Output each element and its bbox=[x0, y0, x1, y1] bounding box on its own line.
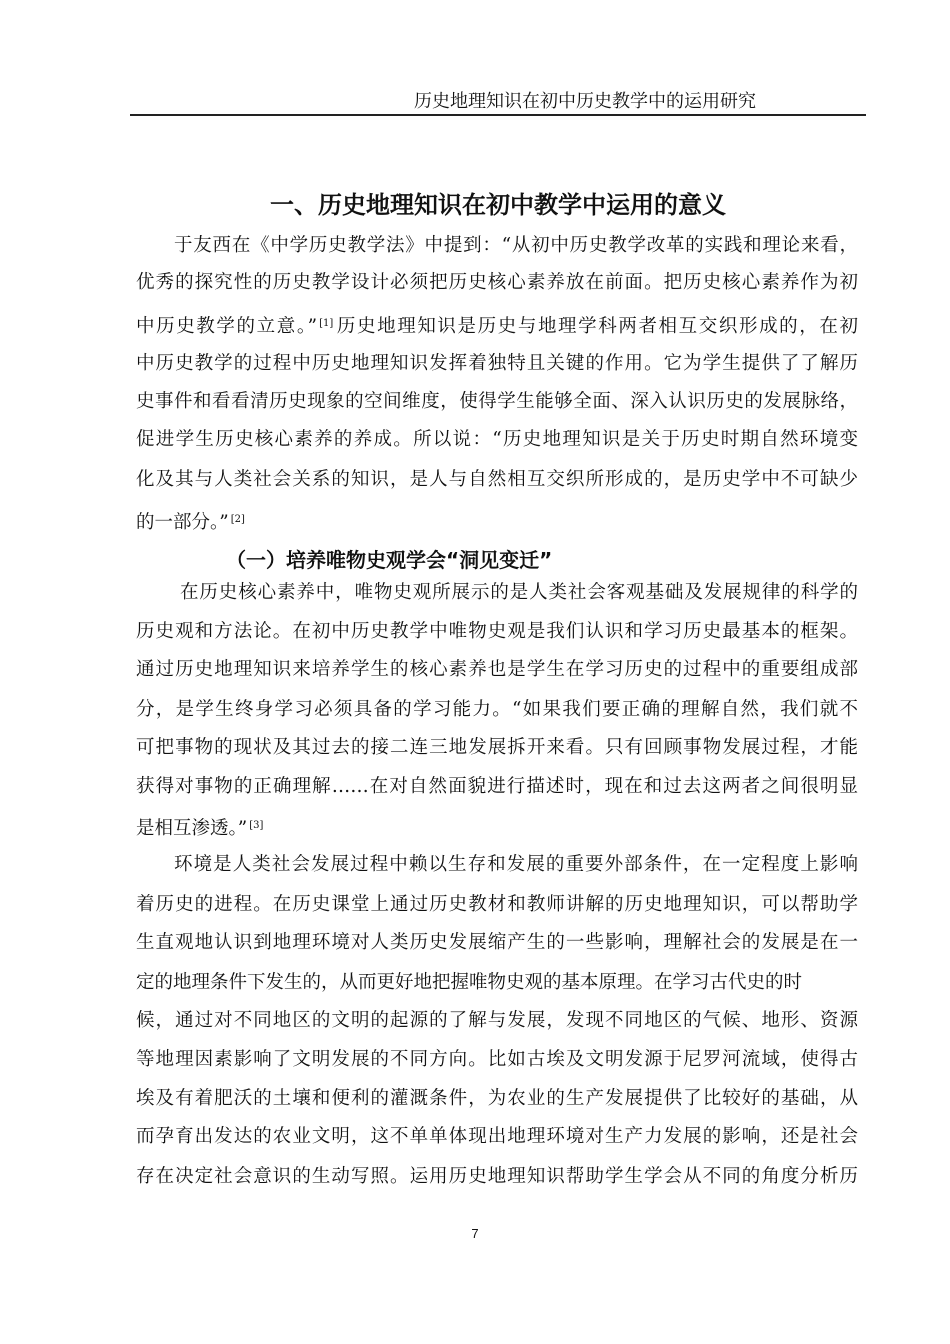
text-line bbox=[136, 508, 858, 532]
header-rule bbox=[130, 114, 866, 116]
text-line: 存在决定社会意识的生动写照。运用历史地理知识帮助学生学会从不同的角度分析历 bbox=[136, 1166, 858, 1187]
text-line bbox=[136, 814, 858, 838]
text-segment: 中历史教学的立意。” bbox=[136, 316, 318, 336]
page-number: 7 bbox=[471, 1226, 479, 1241]
running-header: 历史地理知识在初中历史教学中的运用研究 bbox=[414, 91, 756, 112]
text-line: 生直观地认识到地理环境对人类历史发展缩产生的一些影响，理解社会的发展是在一 bbox=[136, 932, 858, 953]
text-line: 通过历史地理知识来培养学生的核心素养也是学生在学习历史的过程中的重要组成部 bbox=[136, 659, 858, 680]
text-line: 候，通过对不同地区的文明的起源的了解与发展，发现不同地区的气候、地形、资源 bbox=[136, 1010, 858, 1031]
text-line bbox=[136, 312, 858, 336]
text-segment: 历史地理知识是历史与地理学科两者相互交织形成的，在初 bbox=[335, 316, 858, 336]
text-segment: 是相互渗透。” bbox=[136, 818, 248, 838]
text-line: 可把事物的现状及其过去的接二连三地发展拆开来看。只有回顾事物发展过程，才能 bbox=[136, 737, 858, 758]
text-line: 历史观和方法论。在初中历史教学中唯物史观是我们认识和学习历史最基本的框架。 bbox=[136, 621, 858, 642]
text-line: 着历史的进程。在历史课堂上通过历史教材和教师讲解的历史地理知识，可以帮助学 bbox=[136, 894, 858, 915]
text-line: 优秀的探究性的历史教学设计必须把历史核心素养放在前面。把历史核心素养作为初 bbox=[136, 272, 858, 293]
chapter-title: 一、历史地理知识在初中教学中运用的意义 bbox=[270, 191, 726, 219]
text-line: 而孕育出发达的农业文明，这不单单体现出地理环境对生产力发展的影响，还是社会 bbox=[136, 1126, 858, 1147]
text-line: 中历史教学的过程中历史地理知识发挥着独特且关键的作用。它为学生提供了了解历 bbox=[136, 353, 858, 374]
text-line: 埃及有着肥沃的土壤和便利的灌溉条件，为农业的生产发展提供了比较好的基础，从 bbox=[136, 1088, 858, 1109]
text-line: 等地理因素影响了文明发展的不同方向。比如古埃及文明发源于尼罗河流域，使得古 bbox=[136, 1049, 858, 1070]
text-line: 环境是人类社会发展过程中赖以生存和发展的重要外部条件，在一定程度上影响 bbox=[174, 854, 858, 875]
text-line: 分，是学生终身学习必须具备的学习能力。“如果我们要正确的理解自然，我们就不 bbox=[136, 699, 858, 720]
section-subheading: （一）培养唯物史观学会“洞见变迁” bbox=[226, 548, 553, 572]
text-line: 于友西在《中学历史教学法》中提到：“从初中历史教学改革的实践和理论来看， bbox=[174, 235, 858, 256]
text-line: 获得对事物的正确理解……在对自然面貌进行描述时，现在和过去这两者之间很明显 bbox=[136, 776, 858, 797]
text-line: 史事件和看看清历史现象的空间维度，使得学生能够全面、深入认识历史的发展脉络， bbox=[136, 391, 858, 412]
citation: [2] bbox=[230, 514, 245, 525]
text-segment: 的一部分。” bbox=[136, 512, 229, 532]
citation: [1] bbox=[319, 318, 334, 329]
text-line: 定的地理条件下发生的，从而更好地把握唯物史观的基本原理。在学习古代史的时 bbox=[136, 972, 803, 993]
text-line: 促进学生历史核心素养的养成。所以说：“历史地理知识是关于历史时期自然环境变 bbox=[136, 429, 858, 450]
text-line: 在历史核心素养中，唯物史观所展示的是人类社会客观基础及发展规律的科学的 bbox=[180, 582, 858, 603]
citation: [3] bbox=[249, 820, 264, 831]
text-line: 化及其与人类社会关系的知识，是人与自然相互交织所形成的，是历史学中不可缺少 bbox=[136, 469, 858, 490]
